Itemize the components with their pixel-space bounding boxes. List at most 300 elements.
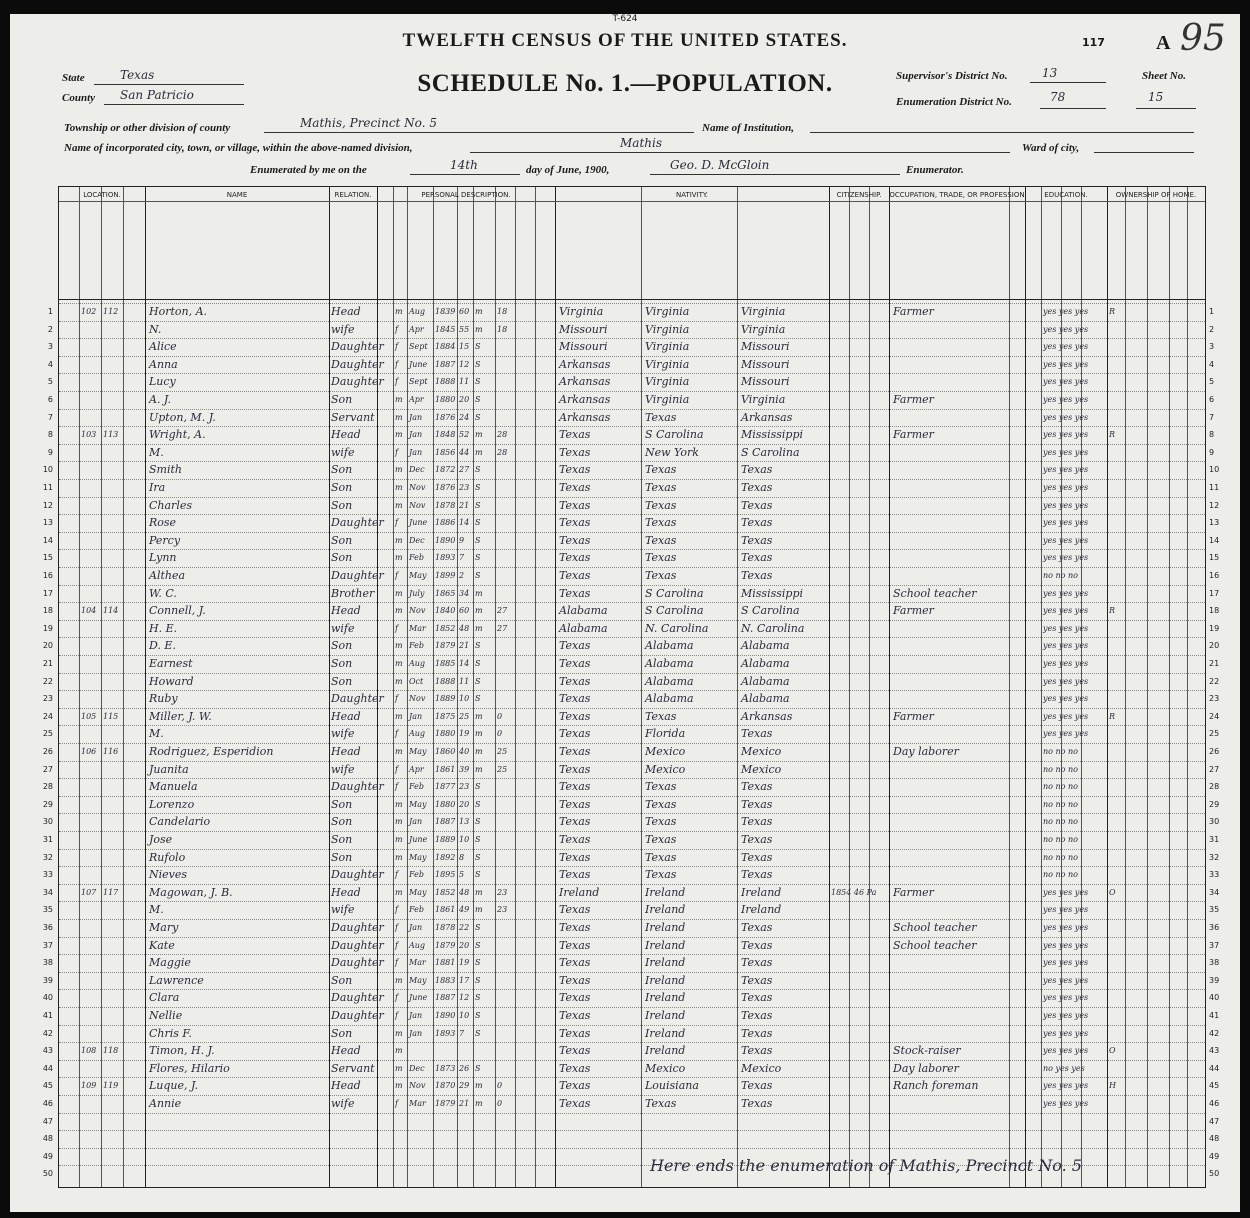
- cell-occ: Ranch foreman: [893, 1079, 979, 1093]
- cell-pf: N. Carolina: [645, 621, 709, 635]
- cell-name: Alice: [149, 340, 177, 354]
- cell-name: Candelario: [149, 815, 211, 829]
- line-number-right: 31: [1209, 835, 1220, 844]
- line-number-right: 20: [1209, 641, 1220, 651]
- cell-age: 11: [459, 377, 470, 387]
- cell-yr: 1888: [435, 377, 456, 387]
- cell-name: Luque, J.: [149, 1079, 199, 1093]
- cell-age: 17: [459, 975, 470, 985]
- cell-ms: m: [475, 711, 483, 721]
- cell-yr: 1876: [435, 483, 456, 492]
- cell-pf: Mexico: [645, 762, 686, 776]
- cell-age: 14: [459, 518, 470, 528]
- table-row: [47, 321, 1215, 339]
- cell-name: Manuela: [149, 780, 198, 794]
- cell-pb: Texas: [559, 762, 591, 776]
- cell-mo: May: [409, 747, 427, 756]
- cell-pf: Florida: [645, 727, 686, 741]
- cell-sex: f: [395, 940, 398, 950]
- cell-mo: Apr: [409, 395, 424, 404]
- cell-pb: Alabama: [559, 621, 608, 635]
- cell-pb: Alabama: [559, 604, 608, 618]
- cell-pb: Texas: [559, 1009, 591, 1022]
- cell-ms: S: [475, 412, 481, 422]
- cell-name: Maggie: [149, 956, 191, 970]
- cell-name: D. E.: [149, 639, 176, 653]
- line-number-right: 1: [1209, 307, 1215, 316]
- cell-mo: Aug: [409, 729, 426, 739]
- cell-pb: Texas: [559, 868, 591, 882]
- table-row: [42, 1130, 1220, 1148]
- cell-edu: yes yes yes: [1043, 588, 1089, 598]
- cell-yr: 1892: [435, 852, 456, 862]
- cell-pb: Texas: [559, 551, 591, 565]
- cell-pm: Texas: [741, 938, 773, 952]
- table-row: [42, 620, 1220, 638]
- line-number-right: 23: [1209, 694, 1220, 704]
- cell-pf: Texas: [645, 551, 677, 565]
- cell-yrs: 0: [497, 1081, 503, 1091]
- cell-pb: Texas: [559, 516, 591, 530]
- line-number: 19: [42, 623, 53, 633]
- cell-name: Timon, H. J.: [149, 1044, 215, 1058]
- cell-occ: Farmer: [893, 885, 934, 899]
- cell-mo: Nov: [409, 500, 426, 510]
- cell-age: 14: [459, 659, 470, 668]
- cell-sex: f: [395, 623, 398, 633]
- cell-edu: yes yes yes: [1043, 887, 1089, 897]
- cell-ms: S: [475, 676, 481, 686]
- cell-sex: f: [395, 958, 398, 968]
- cell-ms: S: [475, 782, 481, 792]
- cell-age: 27: [459, 465, 470, 475]
- cell-age: 44: [459, 447, 470, 457]
- cell-ms: m: [475, 905, 483, 915]
- cell-pm: Ireland: [741, 903, 782, 917]
- township-label: Township or other division of county: [64, 122, 231, 134]
- cell-pm: Virginia: [741, 322, 786, 336]
- cell-sex: f: [395, 447, 398, 457]
- cell-edu: yes yes yes: [1043, 447, 1089, 457]
- cell-ms: S: [475, 835, 481, 844]
- enumeration-district-value: 78: [1050, 90, 1066, 104]
- cell-rel: Brother: [331, 586, 375, 600]
- cell-edu: yes yes yes: [1043, 676, 1089, 686]
- cell-edu: no yes yes: [1043, 1063, 1085, 1073]
- cell-yr: 1881: [435, 958, 456, 968]
- cell-pf: Ireland: [645, 1044, 686, 1058]
- cell-pm: Texas: [741, 921, 773, 934]
- cell-occ: Farmer: [893, 305, 934, 318]
- line-number-right: 2: [1209, 324, 1215, 334]
- table-row: [42, 585, 1220, 603]
- cell-sex: f: [395, 870, 398, 880]
- cell-mo: Dec: [409, 535, 425, 545]
- cell-yr: 1845: [435, 324, 456, 334]
- cell-pf: Virginia: [645, 322, 690, 336]
- table-row: [42, 761, 1220, 779]
- cell-yr: 1893: [435, 553, 456, 563]
- cell-name: Anna: [149, 357, 178, 371]
- cell-mo: Dec: [409, 465, 425, 475]
- line-number-right: 14: [1209, 535, 1220, 545]
- cell-name: Earnest: [149, 657, 193, 670]
- line-number-right: 30: [1209, 817, 1220, 827]
- line-number: 50: [42, 1169, 53, 1179]
- cell-rel: Daughter: [331, 340, 384, 354]
- cell-pm: Texas: [741, 833, 773, 846]
- col-name: NAME: [226, 191, 248, 199]
- cell-edu: yes yes yes: [1043, 1028, 1089, 1038]
- table-row: [42, 989, 1220, 1007]
- cell-sex: m: [395, 553, 403, 563]
- cell-edu: yes yes yes: [1043, 711, 1089, 721]
- cell-mo: Nov: [409, 606, 426, 616]
- cell-age: 48: [459, 623, 470, 633]
- cell-ms: S: [475, 518, 481, 528]
- cell-age: 15: [459, 342, 470, 352]
- cell-fam: 114: [103, 606, 119, 616]
- line-number: 9: [47, 447, 53, 457]
- cell-pm: Texas: [741, 727, 773, 741]
- table-row: [42, 690, 1220, 708]
- cell-ms: S: [475, 465, 481, 475]
- line-number: 23: [42, 694, 53, 704]
- cell-pm: Alabama: [741, 692, 790, 706]
- cell-mo: Jan: [409, 430, 423, 440]
- cell-pf: Texas: [645, 533, 677, 547]
- cell-pb: Virginia: [559, 305, 604, 318]
- cell-edu: no no no: [1043, 799, 1078, 809]
- cell-pf: Alabama: [645, 639, 694, 653]
- cell-ms: S: [475, 958, 481, 968]
- cell-pb: Texas: [559, 973, 591, 987]
- cell-rel: Son: [331, 393, 353, 406]
- cell-sex: m: [395, 1046, 403, 1056]
- microfilm-code: T-624: [612, 14, 638, 24]
- line-number-right: 24: [1209, 711, 1220, 721]
- cell-rel: wife: [331, 445, 355, 459]
- line-number: 35: [42, 905, 53, 915]
- cell-pm: Texas: [741, 956, 773, 970]
- cell-edu: yes yes yes: [1043, 483, 1089, 492]
- cell-dw: 105: [81, 711, 97, 721]
- table-row: [42, 549, 1220, 567]
- cell-pf: Ireland: [645, 885, 686, 899]
- cell-yr: 1840: [435, 606, 456, 616]
- line-number: 28: [42, 782, 53, 792]
- cell-edu: yes yes yes: [1043, 518, 1089, 528]
- cell-ms: m: [475, 430, 483, 440]
- cell-pb: Texas: [559, 903, 591, 917]
- line-number: 29: [42, 799, 53, 809]
- cell-sex: m: [395, 395, 403, 404]
- schedule-title: SCHEDULE No. 1.—POPULATION.: [417, 70, 833, 97]
- cell-edu: yes yes yes: [1043, 342, 1089, 352]
- cell-name: Wright, A.: [149, 428, 206, 442]
- cell-rel: Daughter: [331, 357, 384, 371]
- cell-age: 9: [459, 535, 465, 545]
- cell-age: 8: [459, 852, 465, 862]
- line-number: 16: [42, 571, 53, 580]
- cell-sex: f: [395, 764, 398, 774]
- cell-sex: m: [395, 588, 403, 598]
- cell-pf: Alabama: [645, 674, 694, 688]
- supervisor-district-value: 13: [1042, 66, 1058, 80]
- cell-sex: f: [395, 571, 398, 580]
- enumeration-day: 14th: [450, 158, 478, 172]
- cell-mo: Jan: [409, 923, 423, 932]
- line-number: 43: [42, 1046, 53, 1056]
- col-relation: RELATION.: [334, 191, 372, 199]
- cell-ms: S: [475, 571, 481, 580]
- line-number-right: 43: [1209, 1046, 1220, 1056]
- cell-yr: 1848: [435, 430, 456, 440]
- line-number-right: 25: [1209, 729, 1220, 739]
- cell-mo: May: [409, 852, 427, 862]
- table-row: [42, 1113, 1220, 1131]
- cell-rel: Daughter: [331, 692, 384, 706]
- cell-age: 20: [459, 940, 470, 950]
- cell-pf: Texas: [645, 797, 677, 811]
- line-number: 30: [42, 817, 53, 827]
- line-number: 46: [42, 1099, 53, 1108]
- cell-ms: S: [475, 641, 481, 651]
- cell-edu: yes yes yes: [1043, 395, 1089, 404]
- cell-pf: Ireland: [645, 973, 686, 987]
- cell-name: Ira: [149, 481, 166, 494]
- table-row: [42, 919, 1220, 937]
- cell-rel: Daughter: [331, 921, 384, 934]
- cell-sex: m: [395, 430, 403, 440]
- cell-pb: Texas: [559, 956, 591, 970]
- col-personal: PERSONAL DESCRIPTION.: [421, 191, 511, 199]
- cell-edu: yes yes yes: [1043, 1046, 1089, 1056]
- cell-rel: Head: [331, 885, 361, 899]
- table-row: [42, 725, 1220, 743]
- cell-rel: Head: [331, 1044, 361, 1058]
- cell-pf: Virginia: [645, 340, 690, 354]
- cell-name: Annie: [149, 1097, 182, 1110]
- cell-sex: m: [395, 799, 403, 809]
- cell-name: Howard: [149, 674, 194, 688]
- line-number-right: 17: [1209, 588, 1220, 598]
- cell-yr: 1879: [435, 940, 456, 950]
- line-number: 42: [42, 1028, 53, 1038]
- cell-yr: 1890: [435, 535, 456, 545]
- cell-ms: m: [475, 606, 483, 616]
- cell-rel: wife: [331, 903, 355, 917]
- table-row: [42, 866, 1220, 884]
- cell-pb: Missouri: [559, 322, 608, 336]
- cell-sex: m: [395, 641, 403, 651]
- cell-sex: m: [395, 975, 403, 985]
- cell-pf: Texas: [645, 516, 677, 530]
- cell-pm: S Carolina: [741, 445, 800, 459]
- cell-rel: Son: [331, 533, 353, 547]
- line-number: 49: [42, 1151, 53, 1161]
- cell-dw: 108: [81, 1046, 97, 1056]
- cell-yr: 1887: [435, 359, 456, 369]
- cell-own: H: [1109, 1081, 1116, 1091]
- cell-ms: S: [475, 870, 481, 880]
- population-table: [42, 186, 1220, 1188]
- cell-yr: 1879: [435, 1099, 456, 1108]
- cell-edu: yes yes yes: [1043, 535, 1089, 545]
- cell-dw: 103: [81, 430, 97, 440]
- cell-mo: Nov: [409, 694, 426, 704]
- cell-yrs: 0: [497, 1099, 503, 1108]
- cell-sex: f: [395, 359, 398, 369]
- cell-pm: Texas: [741, 850, 773, 864]
- line-number: 18: [42, 606, 53, 616]
- cell-pm: Mexico: [741, 762, 782, 776]
- cell-mo: Jan: [409, 1011, 423, 1020]
- cell-pm: Texas: [741, 481, 773, 494]
- cell-yr: 1856: [435, 447, 456, 457]
- cell-pm: Texas: [741, 780, 773, 794]
- cell-mo: Mar: [409, 1099, 426, 1108]
- line-number: 5: [47, 377, 53, 387]
- line-number-right: 28: [1209, 782, 1220, 792]
- cell-pf: Mexico: [645, 745, 686, 758]
- cell-ms: m: [475, 729, 483, 739]
- cell-rel: Daughter: [331, 991, 384, 1005]
- line-number-right: 18: [1209, 606, 1220, 616]
- cell-yrs: 28: [497, 447, 508, 457]
- county-value: San Patricio: [120, 88, 194, 102]
- cell-ms: S: [475, 694, 481, 704]
- cell-yr: 1893: [435, 1028, 456, 1038]
- cell-pb: Arkansas: [559, 375, 611, 389]
- table-row: [42, 796, 1220, 814]
- cell-fam: 119: [103, 1081, 119, 1091]
- cell-occ: Farmer: [893, 428, 934, 442]
- cell-pf: Texas: [645, 709, 677, 723]
- cell-mo: June: [409, 359, 428, 369]
- cell-name: Kate: [149, 938, 175, 952]
- cell-pm: Arkansas: [741, 410, 793, 424]
- cell-pb: Texas: [559, 428, 591, 442]
- cell-rel: Head: [331, 604, 361, 618]
- cell-edu: yes yes yes: [1043, 694, 1089, 704]
- table-row: [42, 743, 1220, 761]
- cell-ms: S: [475, 395, 481, 404]
- cell-mo: Oct: [409, 676, 424, 686]
- cell-name: Magowan, J. B.: [149, 885, 233, 899]
- line-number: 40: [42, 993, 53, 1003]
- cell-pb: Texas: [559, 657, 591, 670]
- cell-pb: Texas: [559, 463, 591, 477]
- cell-sex: f: [395, 729, 398, 739]
- cell-sex: m: [395, 817, 403, 827]
- line-number-right: 44: [1209, 1063, 1220, 1073]
- cell-yr: 1879: [435, 641, 456, 651]
- cell-rel: Head: [331, 709, 361, 723]
- cell-pf: Ireland: [645, 938, 686, 952]
- cell-ms: S: [475, 993, 481, 1003]
- cell-pb: Texas: [559, 1097, 591, 1110]
- col-ownership: OWNERSHIP OF HOME.: [1115, 191, 1197, 199]
- cell-sex: m: [395, 835, 403, 844]
- cell-ms: S: [475, 940, 481, 950]
- cell-name: Lawrence: [149, 973, 204, 987]
- cell-edu: no no no: [1043, 817, 1078, 827]
- cell-mo: Jan: [409, 817, 423, 827]
- page-letter: A: [1156, 32, 1171, 54]
- line-number: 32: [42, 852, 53, 862]
- ward-label: Ward of city,: [1022, 142, 1080, 154]
- cell-dw: 107: [81, 887, 97, 897]
- cell-occ: School teacher: [893, 586, 977, 600]
- line-number: 34: [42, 887, 53, 897]
- cell-rel: Daughter: [331, 868, 384, 882]
- cell-pm: Mississippi: [741, 586, 803, 600]
- line-number: 21: [42, 659, 53, 668]
- cell-edu: yes yes yes: [1043, 923, 1089, 932]
- line-number-right: 33: [1209, 870, 1220, 880]
- cell-edu: yes yes yes: [1043, 500, 1089, 510]
- line-number: 48: [42, 1134, 53, 1144]
- cell-rel: Head: [331, 305, 361, 318]
- cell-rel: Son: [331, 639, 353, 653]
- cell-rel: wife: [331, 762, 355, 776]
- line-number-right: 42: [1209, 1028, 1220, 1038]
- cell-ms: m: [475, 324, 483, 334]
- cell-yr: 1877: [435, 782, 456, 792]
- line-number: 11: [42, 483, 53, 492]
- cell-own: O: [1109, 887, 1116, 897]
- cell-pm: Texas: [741, 463, 773, 477]
- cell-dw: 102: [81, 307, 97, 316]
- cell-edu: yes yes yes: [1043, 1081, 1089, 1091]
- cell-edu: yes yes yes: [1043, 412, 1089, 422]
- cell-pf: New York: [645, 445, 699, 459]
- cell-yrs: 0: [497, 729, 503, 739]
- sheet-number-label: Sheet No.: [1142, 70, 1186, 82]
- cell-mo: Mar: [409, 623, 426, 633]
- cell-sex: f: [395, 993, 398, 1003]
- cell-age: 10: [459, 835, 470, 844]
- line-number-right: 47: [1209, 1116, 1220, 1126]
- cell-age: 55: [459, 324, 470, 334]
- cell-pb: Texas: [559, 639, 591, 653]
- cell-yr: 1870: [435, 1081, 456, 1091]
- line-number: 6: [47, 395, 53, 404]
- cell-fam: 115: [103, 711, 119, 721]
- table-row: [42, 602, 1220, 620]
- cell-rel: Son: [331, 674, 353, 688]
- cell-occ: Farmer: [893, 604, 934, 618]
- cell-pm: Texas: [741, 1079, 773, 1093]
- cell-ms: S: [475, 377, 481, 387]
- cell-occ: Day laborer: [893, 745, 959, 758]
- cell-pm: Virginia: [741, 305, 786, 318]
- table-row: [42, 708, 1220, 726]
- cell-yr: 1880: [435, 799, 456, 809]
- cell-rel: Son: [331, 833, 353, 846]
- cell-name: Nellie: [149, 1009, 183, 1022]
- cell-rel: Daughter: [331, 938, 384, 952]
- cell-pf: S Carolina: [645, 586, 704, 600]
- cell-edu: no no no: [1043, 870, 1078, 880]
- cell-pm: Texas: [741, 1097, 773, 1110]
- cell-name: Nieves: [149, 868, 188, 882]
- cell-yrs: 23: [497, 887, 508, 897]
- city-label: Name of incorporated city, town, or village, within the above-named division,: [64, 142, 413, 154]
- cell-name: Clara: [149, 991, 180, 1005]
- table-row: [42, 673, 1220, 691]
